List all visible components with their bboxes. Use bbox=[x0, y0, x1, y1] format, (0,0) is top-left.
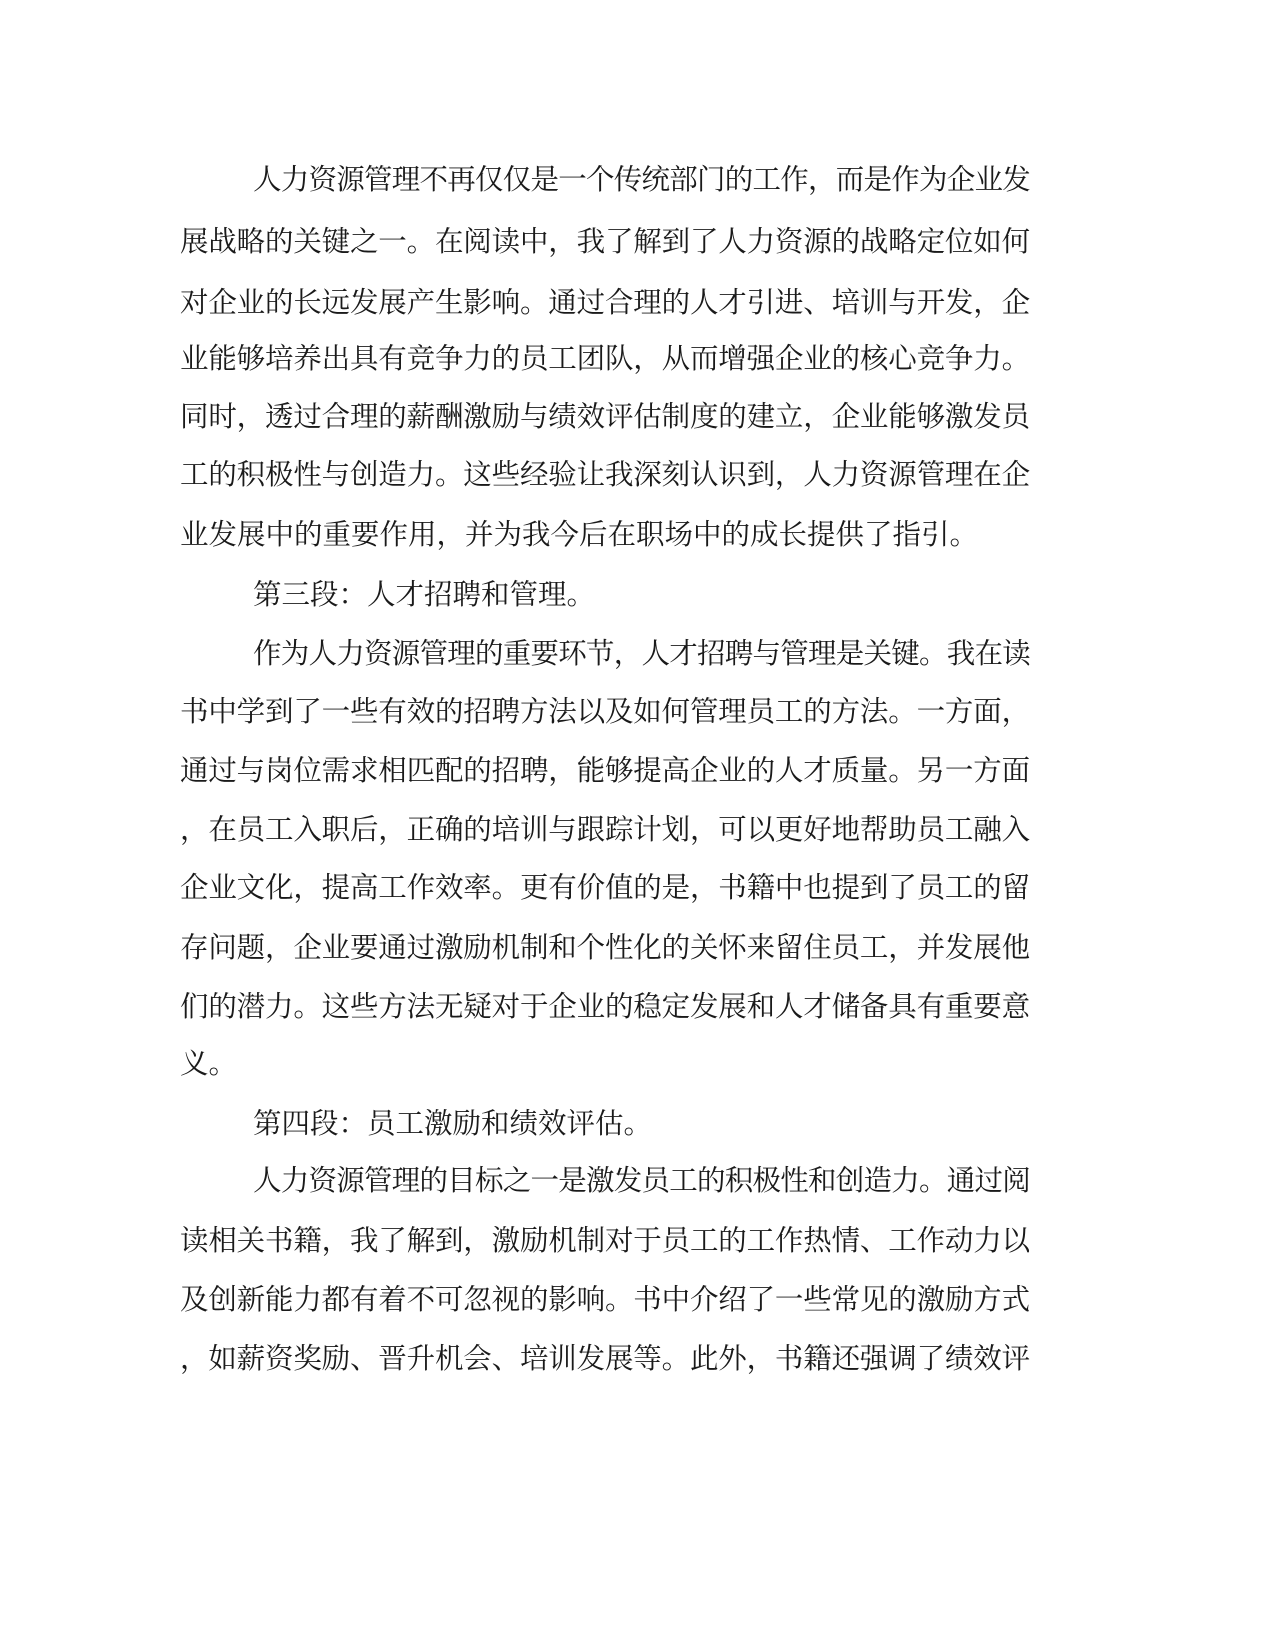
text-line: 及创新能力都有着不可忽视的影响。书中介绍了一些常见的激励方式 bbox=[180, 1283, 1030, 1316]
text-line: 企业文化，提高工作效率。更有价值的是，书籍中也提到了员工的留 bbox=[180, 871, 1030, 904]
text-line: 展战略的关键之一。在阅读中，我了解到了人力资源的战略定位如何 bbox=[180, 225, 1030, 258]
text-line: 人力资源管理的目标之一是激发员工的积极性和创造力。通过阅 bbox=[253, 1164, 1031, 1197]
text-line: 业能够培养出具有竞争力的员工团队，从而增强企业的核心竞争力。 bbox=[180, 342, 1030, 375]
text-line: 对企业的长远发展产生影响。通过合理的人才引进、培训与开发，企 bbox=[180, 286, 1030, 319]
text-line: 通过与岗位需求相匹配的招聘，能够提高企业的人才质量。另一方面 bbox=[180, 754, 1030, 787]
text-line: 人力资源管理不再仅仅是一个传统部门的工作，而是作为企业发 bbox=[253, 163, 1031, 196]
section-heading: 第四段：员工激励和绩效评估。 bbox=[253, 1107, 653, 1140]
text-line: 存问题，企业要通过激励机制和个性化的关怀来留住员工，并发展他 bbox=[180, 931, 1030, 964]
text-line: ，在员工入职后，正确的培训与跟踪计划，可以更好地帮助员工融入 bbox=[180, 813, 1030, 846]
text-line: 业发展中的重要作用，并为我今后在职场中的成长提供了指引。 bbox=[180, 518, 979, 551]
text-line: ，如薪资奖励、晋升机会、培训发展等。此外，书籍还强调了绩效评 bbox=[180, 1342, 1030, 1375]
text-line: 们的潜力。这些方法无疑对于企业的稳定发展和人才储备具有重要意 bbox=[180, 990, 1030, 1023]
text-line: 作为人力资源管理的重要环节，人才招聘与管理是关键。我在读 bbox=[253, 637, 1031, 670]
text-line: 义。 bbox=[180, 1047, 238, 1080]
text-line: 书中学到了一些有效的招聘方法以及如何管理员工的方法。一方面， bbox=[180, 695, 1030, 728]
text-line: 工的积极性与创造力。这些经验让我深刻认识到，人力资源管理在企 bbox=[180, 458, 1030, 491]
text-line: 同时，透过合理的薪酬激励与绩效评估制度的建立，企业能够激发员 bbox=[180, 400, 1030, 433]
section-heading: 第三段：人才招聘和管理。 bbox=[253, 578, 596, 611]
text-line: 读相关书籍，我了解到，激励机制对于员工的工作热情、工作动力以 bbox=[180, 1224, 1030, 1257]
